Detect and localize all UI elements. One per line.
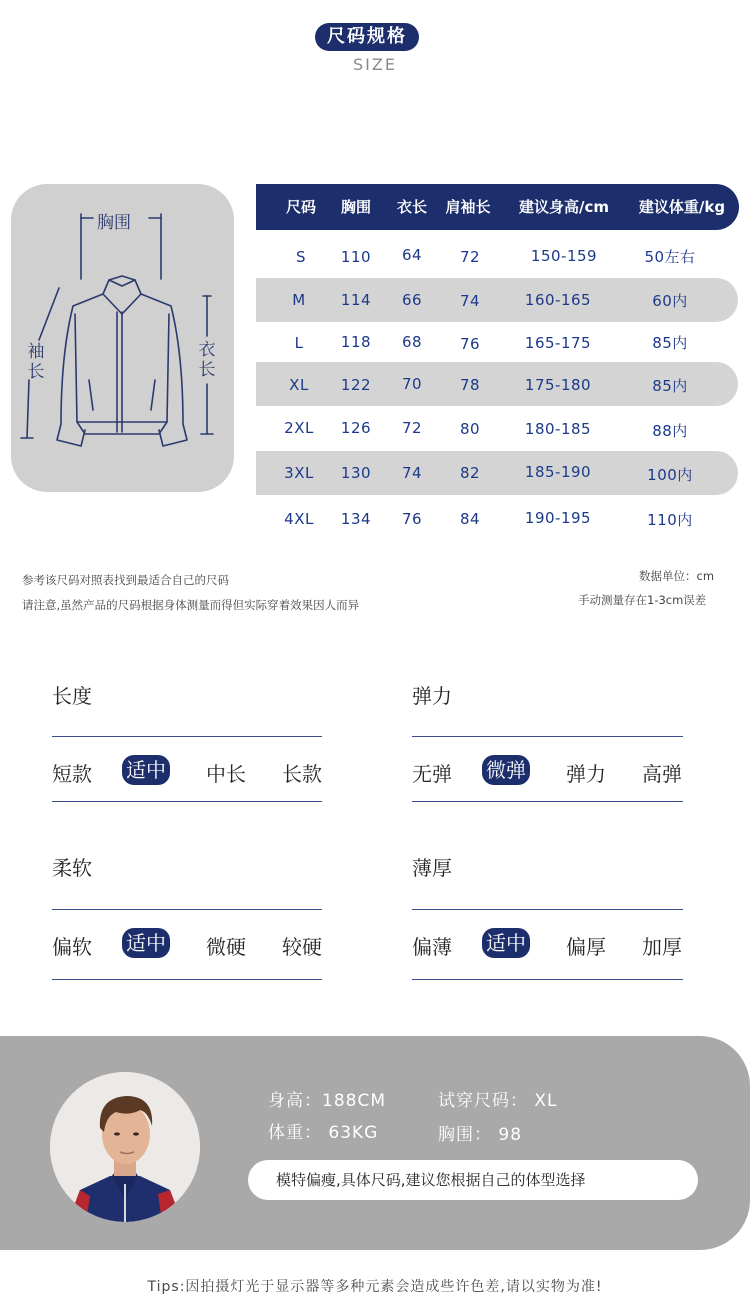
option-selected: 适中	[122, 755, 170, 785]
cell-length: 66	[401, 291, 423, 309]
cell-length: 64	[401, 246, 423, 264]
model-height: 身高：188CM	[268, 1091, 386, 1111]
model-avatar	[50, 1072, 200, 1222]
attribute-title: 弹力	[412, 684, 452, 708]
option: 加厚	[642, 935, 682, 959]
cell-chest: 118	[340, 333, 372, 351]
model-portrait-icon	[50, 1072, 200, 1222]
cell-chest: 126	[340, 419, 372, 437]
cell-chest: 122	[340, 376, 372, 394]
divider	[412, 909, 683, 910]
sleeve-label: 袖长	[27, 342, 45, 382]
cell-shoulder-sleeve: 82	[459, 464, 481, 482]
attribute-title: 长度	[52, 684, 92, 708]
divider	[412, 801, 683, 802]
option: 无弹	[412, 762, 452, 786]
cell-length: 76	[401, 510, 423, 528]
note-line-1: 参考该尺码对照表找到最适合自己的尺码	[22, 573, 229, 587]
option-selected: 适中	[122, 928, 170, 958]
jacket-diagram	[11, 184, 234, 492]
cell-height: 175-180	[524, 376, 592, 394]
option: 长款	[282, 762, 322, 786]
cell-chest: 110	[340, 248, 372, 266]
header-size: 尺码	[285, 198, 316, 216]
cell-length: 72	[401, 419, 423, 437]
option: 偏薄	[412, 935, 452, 959]
cell-height: 190-195	[524, 509, 592, 527]
cell-shoulder-sleeve: 72	[459, 248, 481, 266]
header-length: 衣长	[396, 198, 427, 216]
divider	[412, 979, 683, 980]
page-title: 尺码规格	[315, 23, 419, 51]
divider	[52, 979, 322, 980]
cell-height: 185-190	[524, 463, 592, 481]
cell-shoulder-sleeve: 78	[459, 376, 481, 394]
cell-weight: 100内	[647, 466, 693, 484]
model-note: 模特偏瘦,具体尺码,建议您根据自己的体型选择	[248, 1160, 698, 1200]
attribute-title: 薄厚	[412, 856, 452, 880]
model-weight: 体重： 63KG	[268, 1123, 379, 1143]
option-selected: 适中	[482, 928, 530, 958]
unit-note: 数据单位：cm	[639, 569, 715, 583]
attribute-title: 柔软	[52, 856, 92, 880]
size-table-header	[256, 184, 739, 230]
divider	[412, 736, 683, 737]
model-chest: 胸围： 98	[438, 1125, 523, 1145]
cell-weight: 85内	[652, 377, 688, 395]
cell-weight: 50左右	[644, 248, 696, 266]
option: 弹力	[566, 762, 606, 786]
cell-chest: 134	[340, 510, 372, 528]
option: 较硬	[282, 935, 322, 959]
cell-size: 4XL	[284, 510, 314, 528]
cell-size: XL	[289, 376, 309, 394]
model-size: 试穿尺码： XL	[438, 1091, 558, 1111]
cell-size: 2XL	[284, 419, 314, 437]
cell-height: 180-185	[524, 420, 592, 438]
header-shoulder-sleeve: 肩袖长	[445, 198, 491, 216]
cell-size: 3XL	[284, 464, 314, 482]
cell-chest: 114	[340, 291, 372, 309]
cell-weight: 110内	[647, 511, 693, 529]
divider	[52, 801, 322, 802]
cell-shoulder-sleeve: 80	[459, 420, 481, 438]
option: 偏厚	[566, 935, 606, 959]
cell-shoulder-sleeve: 74	[459, 292, 481, 310]
divider	[52, 736, 322, 737]
option: 偏软	[52, 935, 92, 959]
cell-weight: 88内	[652, 422, 688, 440]
header-weight: 建议体重/kg	[638, 198, 726, 216]
cell-size: L	[294, 334, 304, 352]
divider	[52, 909, 322, 910]
header-chest: 胸围	[340, 198, 371, 216]
cell-weight: 85内	[652, 334, 688, 352]
option: 中长	[206, 762, 246, 786]
cell-height: 165-175	[524, 334, 592, 352]
cell-weight: 60内	[652, 292, 688, 310]
note-line-2: 请注意,虽然产品的尺码根据身体测量而得但实际穿着效果因人而异	[22, 598, 360, 612]
option: 微硬	[206, 935, 246, 959]
option: 高弹	[642, 762, 682, 786]
cell-chest: 130	[340, 464, 372, 482]
option: 短款	[52, 762, 92, 786]
cell-length: 74	[401, 464, 423, 482]
cell-length: 70	[401, 375, 423, 393]
cell-size: S	[295, 248, 307, 266]
length-label: 衣长	[198, 340, 216, 380]
page-subtitle: SIZE	[353, 55, 397, 74]
cell-size: M	[292, 291, 306, 309]
cell-shoulder-sleeve: 84	[459, 510, 481, 528]
cell-height: 160-165	[524, 291, 592, 309]
chest-label: 胸围	[97, 213, 131, 233]
cell-length: 68	[401, 333, 423, 351]
cell-shoulder-sleeve: 76	[459, 335, 481, 353]
header-height: 建议身高/cm	[518, 198, 609, 216]
error-note: 手动测量存在1-3cm误差	[578, 593, 707, 607]
option-selected: 微弹	[482, 755, 530, 785]
footer-tips: Tips:因拍摄灯光于显示器等多种元素会造成些许色差,请以实物为准!	[147, 1279, 603, 1295]
cell-height: 150-159	[530, 247, 598, 265]
